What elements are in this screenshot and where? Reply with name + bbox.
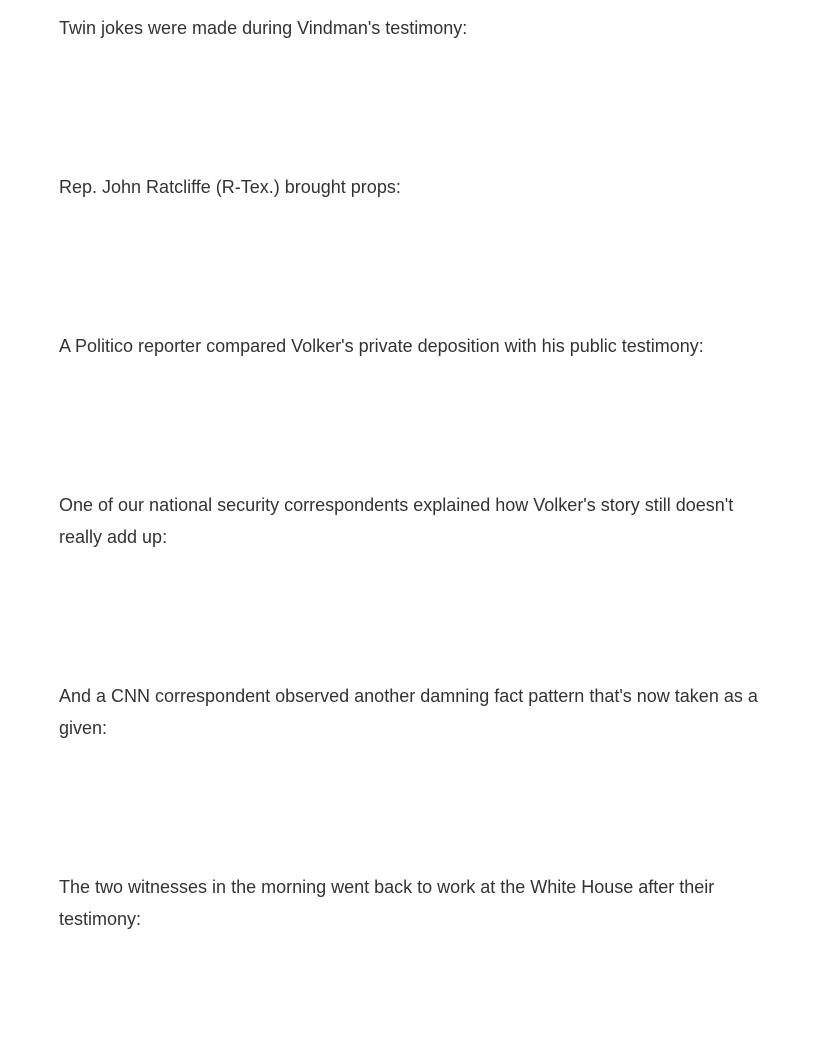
- paragraph-cnn-observation: And a CNN correspondent observed another damning fact pattern that's now taken as a given:: [59, 686, 758, 738]
- paragraph-ratcliffe-props: Rep. John Ratcliffe (R-Tex.) brought props:: [59, 177, 401, 197]
- paragraph-vindman-jokes: Twin jokes were made during Vindman's testimony:: [59, 18, 468, 38]
- paragraph-politico-comparison: A Politico reporter compared Volker's private deposition with his public testimony:: [59, 336, 704, 356]
- paragraph-volker-story: One of our national security correspondents explained how Volker's story still doesn't really add up:: [59, 495, 734, 547]
- paragraph-witnesses-returned: The two witnesses in the morning went back to work at the White House after their testimony:: [59, 877, 715, 929]
